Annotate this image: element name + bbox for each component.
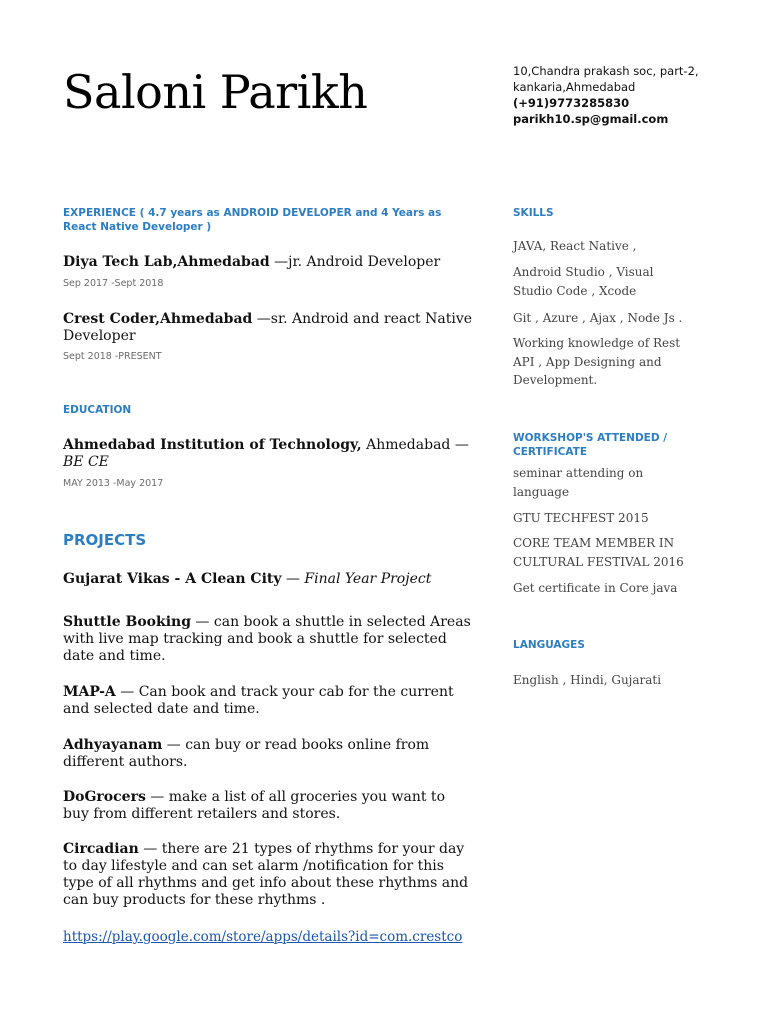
school-location: Ahmedabad — [361, 437, 469, 453]
project-title: Gujarat Vikas - A Clean City [63, 571, 282, 587]
project-title: Adhyayanam [63, 737, 163, 753]
project-item [63, 571, 473, 588]
education-heading: EDUCATION [63, 404, 132, 416]
project-item [63, 789, 473, 823]
workshop-item: Get certificate in Core java [513, 581, 678, 595]
project-item [63, 841, 473, 909]
project-desc: — can buy or read books online from different authors. [63, 737, 430, 770]
project-desc: — can book a shuttle in selected Areas with live map tracking and book a shuttle for selected date and time. [63, 614, 471, 664]
job-company: Crest Coder,Ahmedabad [63, 311, 253, 327]
project-title: Circadian [63, 841, 139, 857]
email-address: parikh10.sp@gmail.com [513, 112, 669, 126]
project-item [63, 684, 473, 718]
project-item [63, 737, 475, 771]
skill-item: Working knowledge of Rest API , App Designing and Development. [513, 336, 681, 387]
project-title: MAP-A [63, 684, 116, 700]
experience-heading: EXPERIENCE ( 4.7 years as ANDROID DEVELOPER and 4 Years as React Native Developer ) [63, 207, 442, 233]
languages-value: English , Hindi, Gujarati [513, 673, 662, 687]
project-title: Shuttle Booking [63, 614, 191, 630]
job-dates: Sept 2018 -PRESENT [63, 351, 162, 362]
workshop-item: GTU TECHFEST 2015 [513, 511, 649, 525]
job-company: Diya Tech Lab,Ahmedabad [63, 254, 270, 270]
languages-heading: LANGUAGES [513, 639, 585, 651]
contact-block [513, 63, 753, 127]
project-note: Final Year Project [304, 571, 432, 587]
education-dates: MAY 2013 -May 2017 [63, 478, 164, 489]
project-desc: — [281, 571, 305, 587]
job-entry [63, 311, 473, 345]
project-desc: — there are 21 types of rhythms for your day to day lifestyle and can set alarm /notification for this type of all rhythms and get info about these rhythms and can buy products for these rhythms . [63, 841, 469, 908]
projects-heading: PROJECTS [63, 531, 147, 549]
skill-item: Android Studio , Visual Studio Code , Xcode [513, 265, 654, 298]
project-title: DoGrocers [63, 789, 146, 805]
play-store-link[interactable]: https://play.google.com/store/apps/details?id=com.crestco [63, 929, 463, 945]
phone-number: (+91)9773285830 [513, 96, 630, 110]
job-role: —jr. Android Developer [269, 254, 441, 270]
school-name: Ahmedabad Institution of Technology, [63, 437, 362, 453]
project-item [63, 614, 475, 665]
degree: BE CE [63, 454, 109, 470]
skill-item: Git , Azure , Ajax , Node Js . [513, 311, 683, 325]
project-desc: — make a list of all groceries you want to buy from different retailers and stores. [63, 789, 445, 822]
skill-item: JAVA, React Native , [513, 239, 637, 253]
resume-name: Saloni Parikh [63, 65, 368, 119]
education-entry [63, 437, 473, 471]
job-role: —sr. Android and react Native Developer [63, 311, 473, 344]
job-entry [63, 254, 473, 271]
address-line-1: 10,Chandra prakash soc, part-2, [513, 64, 699, 78]
job-dates: Sep 2017 -Sept 2018 [63, 278, 164, 289]
project-desc: — Can book and track your cab for the current and selected date and time. [63, 684, 454, 717]
address-line-2: kankaria,Ahmedabad [513, 80, 636, 94]
skills-heading: SKILLS [513, 207, 554, 219]
workshop-item: CORE TEAM MEMBER IN CULTURAL FESTIVAL 2016 [513, 536, 684, 569]
workshop-item: seminar attending on language [513, 466, 644, 499]
workshops-heading: WORKSHOP'S ATTENDED / CERTIFICATE [513, 432, 668, 458]
